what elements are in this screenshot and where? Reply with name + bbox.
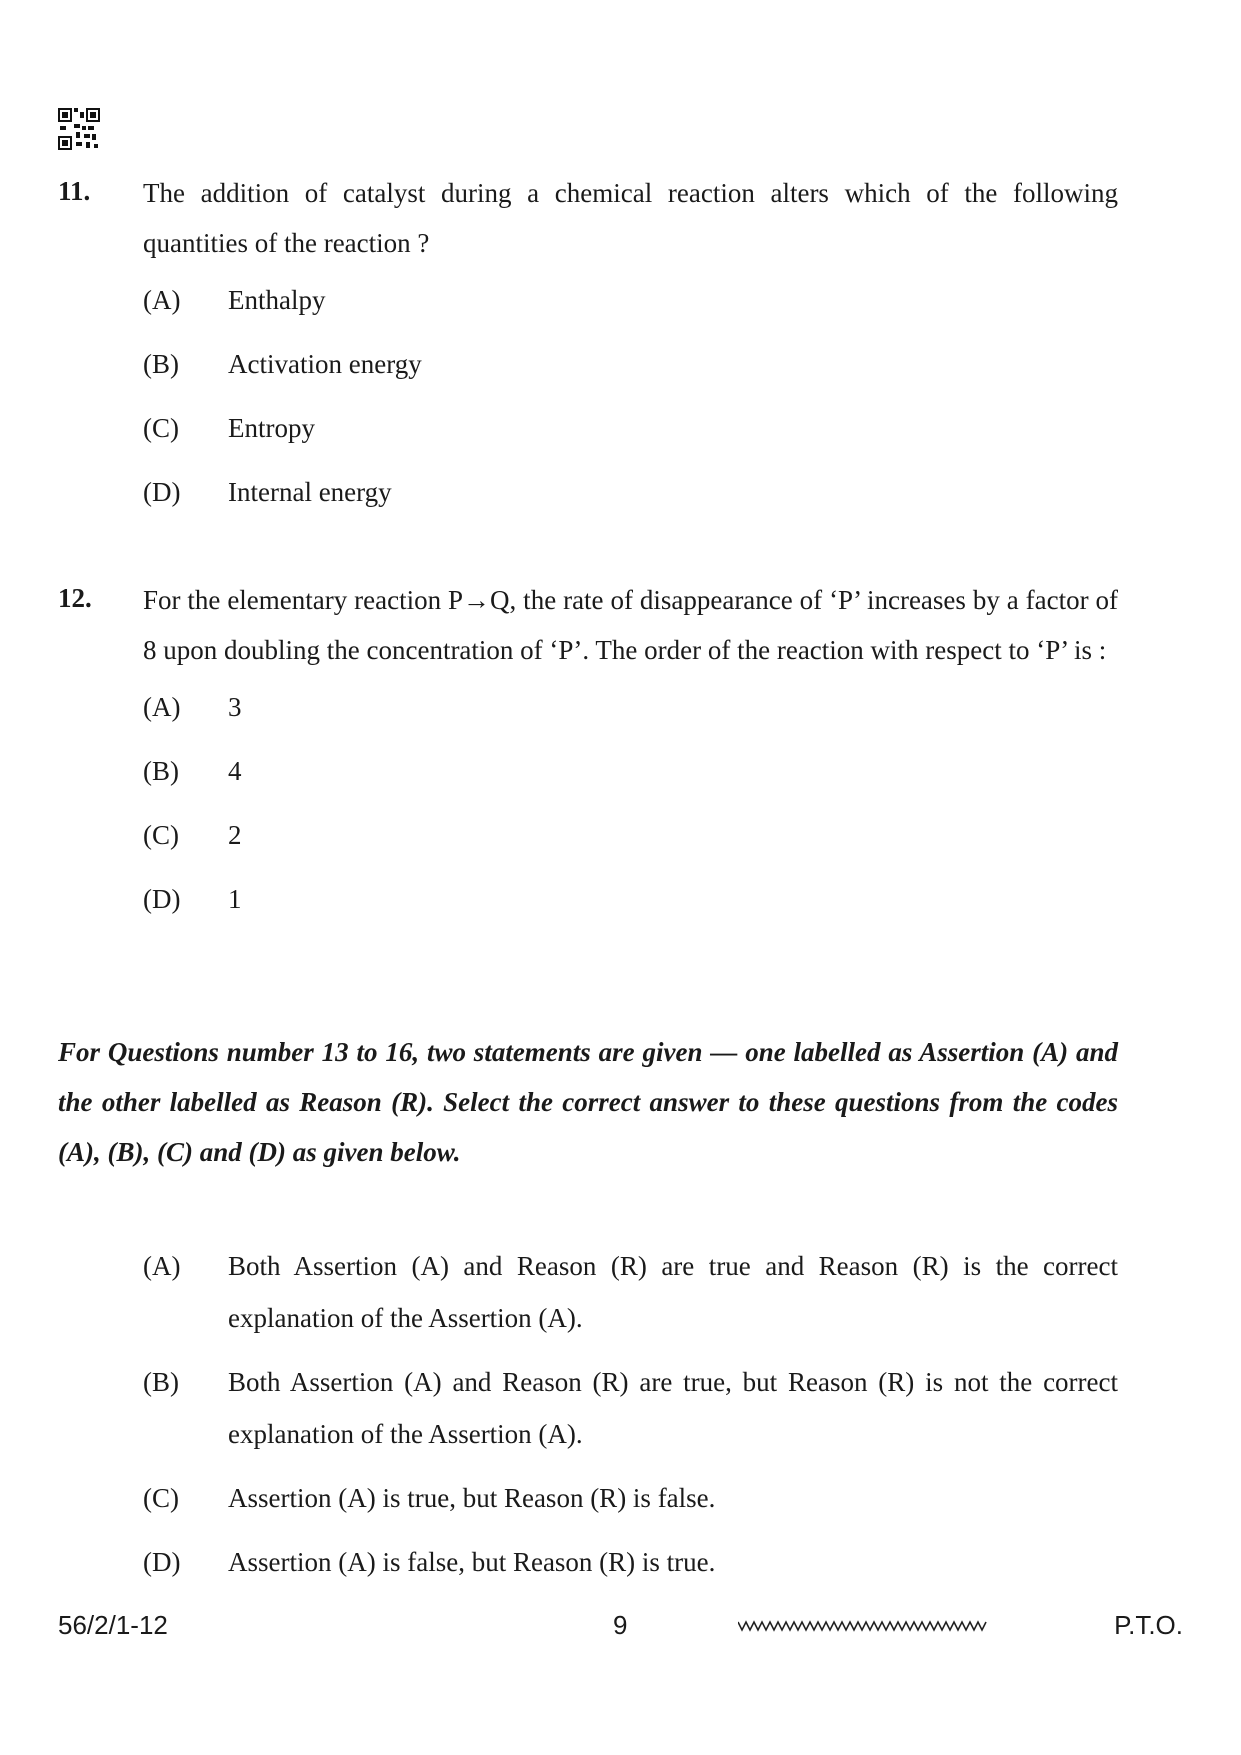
code-text: Both Assertion (A) and Reason (R) are true and Reason (R) is the correct explanation of the Assertion (A). (228, 1251, 1118, 1333)
option-text: 2 (228, 820, 242, 850)
question-text: The addition of catalyst during a chemical reaction alters which of the following quantities of the reaction ? (143, 178, 1118, 258)
paper-code: 56/2/1-12 (58, 1610, 168, 1640)
question-number: 11. (58, 176, 91, 206)
qr-code-icon (58, 108, 100, 150)
question-text: For the elementary reaction P→Q, the rate of disappearance of ‘P’ increases by a factor of 8 upon doubling the concentration of ‘P’. The order of the reaction with respect to ‘P’ is : (143, 585, 1118, 665)
code-c (143, 1472, 1118, 1524)
option-label: (D) (143, 884, 181, 914)
question-number: 12. (58, 583, 92, 613)
code-a (143, 1240, 1118, 1344)
option-b[interactable] (143, 746, 1118, 810)
option-label: (C) (143, 413, 179, 443)
option-d[interactable] (143, 467, 1118, 531)
code-d (143, 1536, 1118, 1588)
code-label: (C) (143, 1483, 179, 1513)
option-text: Entropy (228, 413, 315, 443)
option-d[interactable] (143, 874, 1118, 938)
option-label: (A) (143, 285, 181, 315)
assertion-reason-instruction: For Questions number 13 to 16, two statements are given — one labelled as Assertion (A) and the other labelled as Reason (R). Select the correct answer to these questions from the codes (A), (B), (C) and (D) as given below. (58, 1037, 1118, 1167)
option-label: (B) (143, 349, 179, 379)
option-text: Enthalpy (228, 285, 326, 315)
assertion-reason-codes (58, 1240, 1118, 1600)
wavy-line-icon (738, 1614, 988, 1636)
option-text: Activation energy (228, 349, 422, 379)
option-label: (B) (143, 756, 179, 786)
question-11 (58, 168, 1118, 531)
option-label: (A) (143, 692, 181, 722)
option-b[interactable] (143, 339, 1118, 403)
question-12 (58, 575, 1118, 938)
option-a[interactable] (143, 682, 1118, 746)
option-label: (D) (143, 477, 181, 507)
option-text: 4 (228, 756, 242, 786)
code-label: (B) (143, 1367, 179, 1397)
option-text: 3 (228, 692, 242, 722)
please-turn-over: P.T.O. (1114, 1610, 1183, 1640)
code-b (143, 1356, 1118, 1460)
option-label: (C) (143, 820, 179, 850)
code-label: (D) (143, 1547, 181, 1577)
page-number: 9 (613, 1610, 628, 1640)
option-text: 1 (228, 884, 242, 914)
option-text: Internal energy (228, 477, 392, 507)
page-footer (58, 1610, 1183, 1650)
option-c[interactable] (143, 810, 1118, 874)
code-text: Assertion (A) is false, but Reason (R) is true. (228, 1547, 716, 1577)
code-text: Both Assertion (A) and Reason (R) are true, but Reason (R) is not the correct explanation of the Assertion (A). (228, 1367, 1118, 1449)
option-c[interactable] (143, 403, 1118, 467)
option-a[interactable] (143, 275, 1118, 339)
code-label: (A) (143, 1251, 181, 1281)
code-text: Assertion (A) is true, but Reason (R) is false. (228, 1483, 716, 1513)
